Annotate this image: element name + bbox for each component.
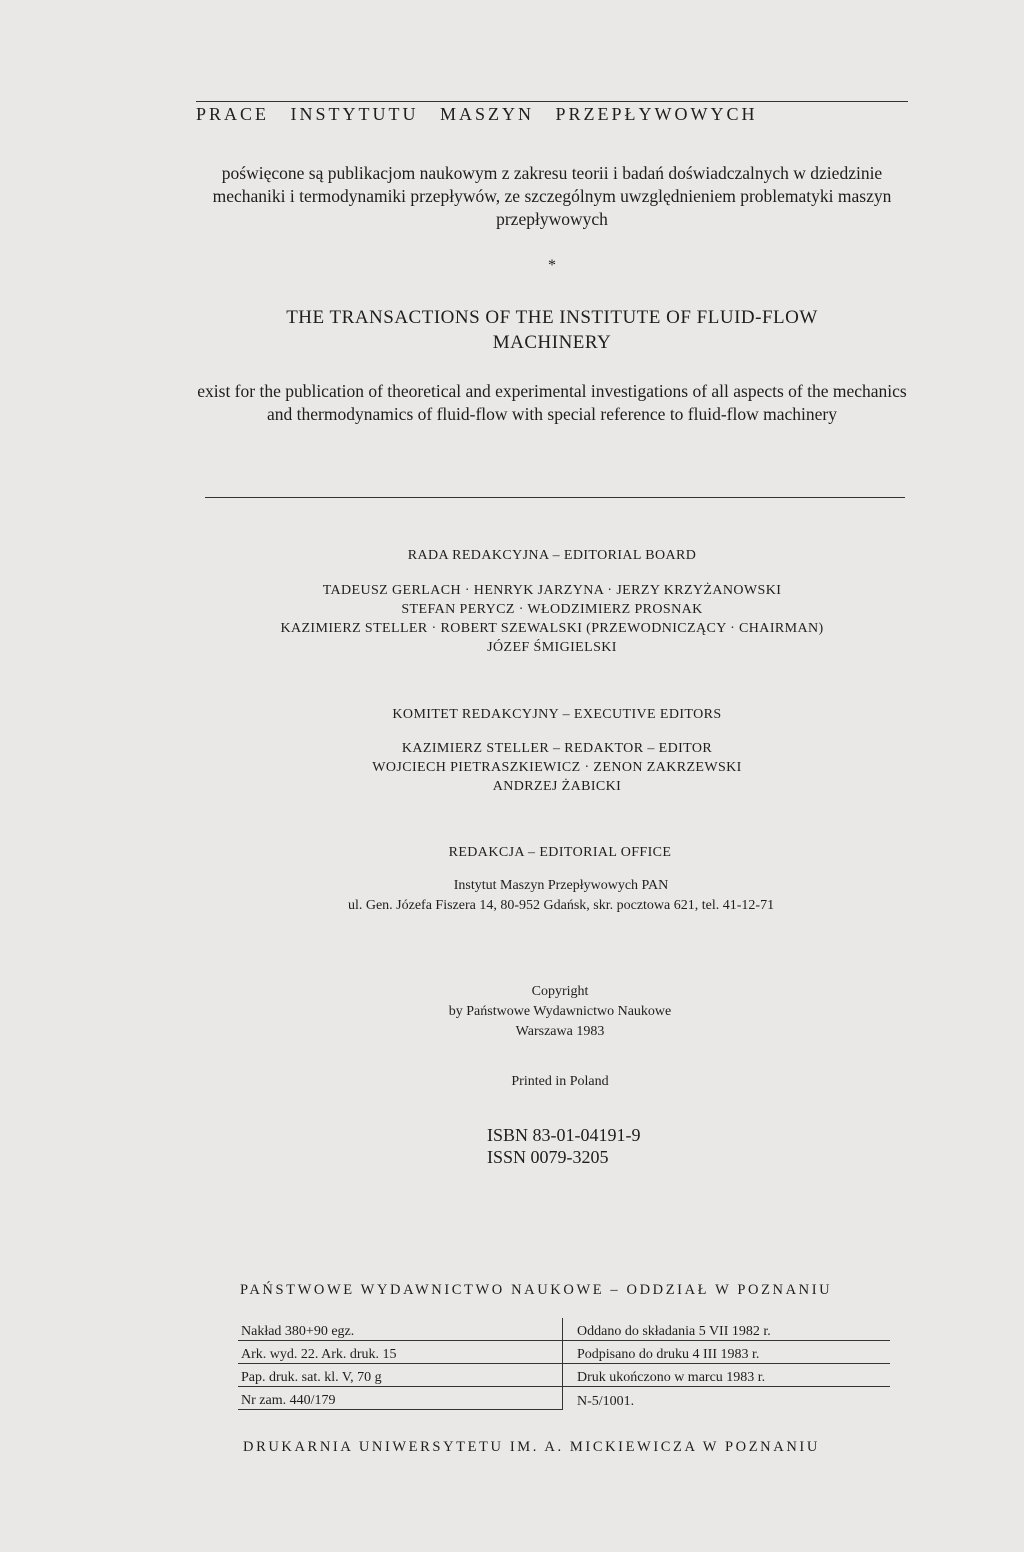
isbn: ISBN 83-01-04191-9 xyxy=(487,1125,641,1145)
board-line: KAZIMIERZ STELLER · ROBERT SZEWALSKI (PRZEWODNICZĄCY · CHAIRMAN) xyxy=(280,621,824,636)
table-row xyxy=(238,1318,890,1341)
table-row xyxy=(238,1387,890,1410)
series-title-en xyxy=(196,305,908,355)
exec-line: KAZIMIERZ STELLER – REDAKTOR – EDITOR xyxy=(401,741,713,756)
series-title-en-line2: MACHINERY xyxy=(492,332,612,353)
copyright-line: Warszawa 1983 xyxy=(515,1024,605,1039)
imprint-cell: Nakład 380+90 egz. xyxy=(238,1318,563,1341)
table-row xyxy=(238,1341,890,1364)
series-title: PRACE INSTYTUTU MASZYN PRZEPŁYWOWYCH xyxy=(196,104,758,124)
imprint-cell: Ark. wyd. 22. Ark. druk. 15 xyxy=(238,1341,563,1364)
table-row xyxy=(238,1364,890,1387)
imprint-cell: N-5/1001. xyxy=(577,1393,635,1409)
series-description-pl: poświęcone są publikacjom naukowym z zakresu teorii i badań doświadczalnych w dziedzinie mechaniki i termodynamiki przepływów, ze szczególnym uwzględnieniem problematyki maszyn przepływowych xyxy=(212,163,892,229)
imprint-table xyxy=(238,1318,890,1410)
imprint-cell: Oddano do składania 5 VII 1982 r. xyxy=(563,1318,891,1341)
copyright-line: by Państwowe Wydawnictwo Naukowe xyxy=(448,1004,672,1019)
series-title-en-line1: THE TRANSACTIONS OF THE INSTITUTE OF FLUID-FLOW xyxy=(286,307,818,328)
imprint-cell: Druk ukończono w marcu 1983 r. xyxy=(563,1364,891,1387)
office-institution: Instytut Maszyn Przepływowych PAN xyxy=(453,878,669,893)
top-rule xyxy=(196,101,908,102)
copyright-notice xyxy=(0,982,1024,1042)
imprint-cell: Pap. druk. sat. kl. V, 70 g xyxy=(238,1364,563,1387)
copyright-line: Copyright xyxy=(531,984,589,999)
printer: DRUKARNIA UNIWERSYTETU IM. A. MICKIEWICZA W POZNANIU xyxy=(243,1439,820,1455)
board-line: TADEUSZ GERLACH · HENRYK JARZYNA · JERZY KRZYŻANOWSKI xyxy=(322,583,782,598)
identifiers xyxy=(487,1124,641,1168)
editorial-board-heading: RADA REDAKCYJNA – EDITORIAL BOARD xyxy=(407,548,697,563)
executive-editors-heading: KOMITET REDAKCYJNY – EXECUTIVE EDITORS xyxy=(392,707,722,722)
board-line: JÓZEF ŚMIGIELSKI xyxy=(487,640,617,655)
editorial-office-heading: REDAKCJA – EDITORIAL OFFICE xyxy=(448,845,672,860)
separator-asterisk: * xyxy=(548,257,556,274)
editorial-board-members xyxy=(0,581,1024,657)
issn: ISSN 0079-3205 xyxy=(487,1147,609,1167)
exec-line: WOJCIECH PIETRASZKIEWICZ · ZENON ZAKRZEWSKI xyxy=(372,760,742,775)
publisher: PAŃSTWOWE WYDAWNICTWO NAUKOWE – ODDZIAŁ W POZNANIU xyxy=(240,1282,833,1298)
office-street-address: ul. Gen. Józefa Fiszera 14, 80-952 Gdańsk, skr. pocztowa 621, tel. 41-12-71 xyxy=(347,898,775,913)
exec-line: ANDRZEJ ŻABICKI xyxy=(492,779,622,794)
editorial-office-address xyxy=(0,876,1024,916)
section-rule xyxy=(205,497,905,498)
printed-in: Printed in Poland xyxy=(511,1074,609,1089)
series-description-en: exist for the publication of theoretical and experimental investigations of all aspects of the mechanics and thermodynamics of fluid-flow with special reference to fluid-flow machinery xyxy=(197,381,907,424)
imprint-cell: Podpisano do druku 4 III 1983 r. xyxy=(563,1341,891,1364)
imprint-cell: Nr zam. 440/179 xyxy=(238,1387,563,1410)
executive-editors-members xyxy=(0,739,1024,796)
board-line: STEFAN PERYCZ · WŁODZIMIERZ PROSNAK xyxy=(401,602,703,617)
